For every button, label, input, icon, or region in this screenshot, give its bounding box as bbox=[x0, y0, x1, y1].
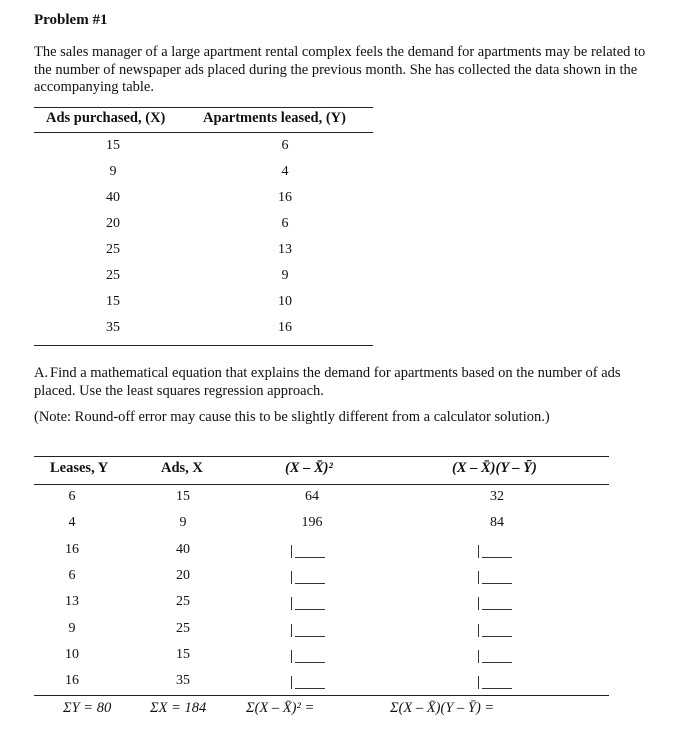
table1-cell-x: 15 bbox=[106, 138, 120, 153]
problem-title: Problem #1 bbox=[34, 12, 108, 28]
table2-blank-cross bbox=[482, 688, 512, 689]
table1-cell-x: 35 bbox=[106, 320, 120, 335]
sum-cross: Σ(X – X̄)(Y – Ȳ) = bbox=[390, 700, 495, 716]
question-a-text: Find a mathematical equation that explains the demand for apartments based on the number of ads placed. Use the least squares regression approach. bbox=[34, 365, 621, 399]
table1-cell-y: 13 bbox=[278, 242, 292, 257]
table2-blank-dev-sq-divider bbox=[291, 545, 292, 558]
table1-cell-x: 40 bbox=[106, 190, 120, 205]
table2-blank-dev-sq bbox=[295, 662, 325, 663]
table1-header-rule bbox=[34, 132, 373, 133]
table2-blank-cross bbox=[482, 583, 512, 584]
table1-cell-x: 9 bbox=[109, 164, 117, 179]
sum-y: ΣY = 80 bbox=[63, 700, 112, 716]
table1-bottom-rule bbox=[34, 345, 373, 346]
table2-cell-dev-sq: 196 bbox=[301, 515, 323, 531]
table1-top-rule bbox=[34, 107, 373, 108]
table2-cell-x: 15 bbox=[176, 646, 190, 662]
table1-cell-y: 10 bbox=[278, 294, 292, 309]
table2-blank-dev-sq bbox=[295, 688, 325, 689]
table1-cell-x: 20 bbox=[106, 216, 120, 231]
table2-bottom-rule bbox=[34, 695, 609, 696]
table2-blank-dev-sq bbox=[295, 583, 325, 584]
table2-cell-y: 4 bbox=[68, 515, 76, 531]
sum-dev-sq: Σ(X – X̄)² = bbox=[246, 700, 315, 716]
table2-cell-y: 6 bbox=[68, 567, 76, 583]
table2-cell-x: 9 bbox=[179, 515, 187, 531]
table2-blank-cross-divider bbox=[478, 597, 479, 610]
table2-blank-dev-sq bbox=[295, 636, 325, 637]
table2-blank-dev-sq bbox=[295, 609, 325, 610]
table1-header-y: Apartments leased, (Y) bbox=[203, 110, 346, 126]
table2-cell-dev-sq: 64 bbox=[305, 489, 319, 504]
table2-cell-y: 16 bbox=[65, 673, 79, 689]
table2-header-ads: Ads, X bbox=[161, 460, 203, 476]
table2-blank-cross bbox=[482, 662, 512, 663]
table2-cell-cross: 32 bbox=[490, 489, 504, 504]
table2-top-rule bbox=[34, 456, 609, 457]
table2-cell-x: 20 bbox=[176, 567, 190, 583]
sum-x: ΣX = 184 bbox=[150, 700, 207, 716]
table2-blank-cross-divider bbox=[478, 650, 479, 663]
table1-cell-x: 25 bbox=[106, 242, 120, 257]
table1-header-x: Ads purchased, (X) bbox=[46, 110, 166, 126]
table2-cell-y: 16 bbox=[65, 541, 79, 557]
table2-blank-dev-sq-divider bbox=[291, 597, 292, 610]
table1-cell-x: 15 bbox=[106, 294, 120, 309]
question-a-label: A. bbox=[34, 365, 49, 381]
table1-cell-y: 6 bbox=[281, 216, 289, 231]
table2-cell-x: 40 bbox=[176, 541, 190, 557]
table1-cell-y: 6 bbox=[281, 138, 289, 153]
table2-blank-dev-sq bbox=[295, 557, 325, 558]
table2-cell-y: 13 bbox=[65, 594, 79, 610]
table2-header-cross: (X – X̄)(Y – Ȳ) bbox=[452, 460, 537, 476]
question-a bbox=[34, 364, 664, 400]
table1-cell-x: 25 bbox=[106, 268, 120, 283]
table2-cell-y: 6 bbox=[68, 489, 76, 504]
table2-header-dev-sq: (X – X̄)² bbox=[285, 460, 333, 476]
table1-cell-y: 4 bbox=[281, 164, 289, 179]
table2-blank-dev-sq-divider bbox=[291, 650, 292, 663]
table2-blank-cross-divider bbox=[478, 624, 479, 637]
question-a-note: (Note: Round-off error may cause this to be slightly different from a calculator solution.) bbox=[34, 409, 550, 425]
table2-blank-dev-sq-divider bbox=[291, 624, 292, 637]
table2-blank-cross bbox=[482, 636, 512, 637]
table1-cell-y: 9 bbox=[281, 268, 289, 283]
table2-blank-dev-sq-divider bbox=[291, 676, 292, 689]
table2-cell-y: 9 bbox=[68, 620, 76, 636]
table1-cell-y: 16 bbox=[278, 320, 292, 335]
table2-blank-dev-sq-divider bbox=[291, 571, 292, 584]
table1-cell-y: 16 bbox=[278, 190, 292, 205]
table2-blank-cross bbox=[482, 557, 512, 558]
table2-header-rule bbox=[34, 484, 609, 485]
table2-header-leases: Leases, Y bbox=[50, 460, 109, 476]
table2-cell-x: 15 bbox=[176, 489, 190, 504]
problem-intro: The sales manager of a large apartment rental complex feels the demand for apartments may be related to the number of newspaper ads placed during the previous month. She has collected the data shown in the accompanying table. bbox=[34, 44, 646, 95]
table2-cell-x: 25 bbox=[176, 620, 190, 636]
table2-cell-y: 10 bbox=[65, 646, 79, 662]
table2-blank-cross-divider bbox=[478, 545, 479, 558]
table2-cell-cross: 84 bbox=[490, 515, 504, 531]
table2-blank-cross bbox=[482, 609, 512, 610]
table2-cell-x: 35 bbox=[176, 673, 190, 689]
table2-cell-x: 25 bbox=[176, 594, 190, 610]
table2-blank-cross-divider bbox=[478, 571, 479, 584]
table2-blank-cross-divider bbox=[478, 676, 479, 689]
